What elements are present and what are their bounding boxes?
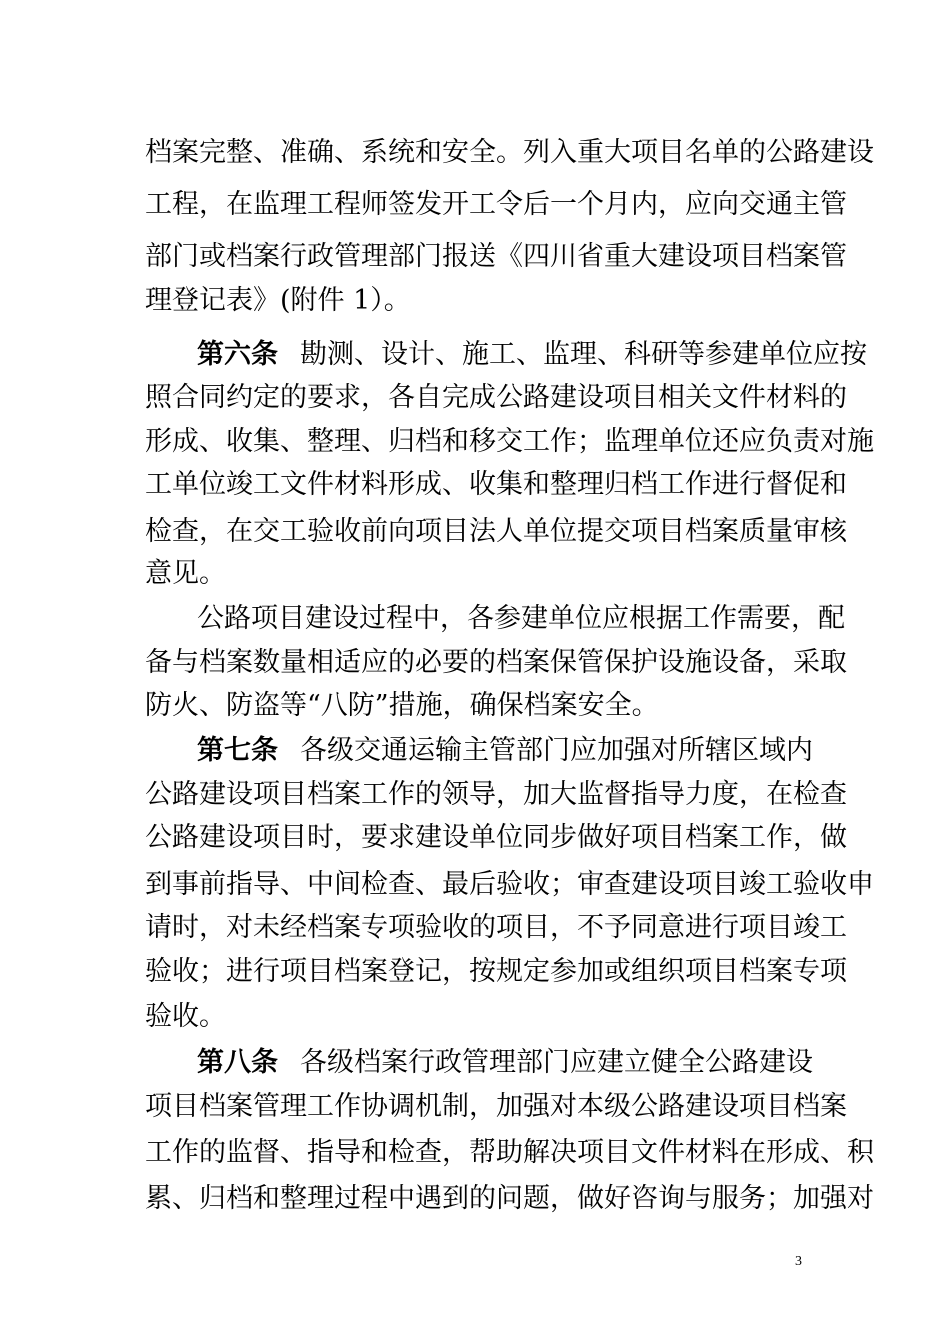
article-6-text: 勘测、设计、施工、监理、科研等参建单位应按 <box>300 339 867 370</box>
article-8-text: 各级档案行政管理部门应建立健全公路建设 <box>300 1047 813 1078</box>
paragraph-line: 请时，对未经档案专项验收的项目，不予同意进行项目竣工 <box>145 912 847 943</box>
paragraph-line: 工作的监督、指导和检查，帮助解决项目文件材料在形成、积 <box>145 1137 874 1168</box>
article-6-number: 第六条 <box>197 339 278 370</box>
paragraph-line: 理登记表》(附件 1）。 <box>145 285 411 316</box>
paragraph-line: 档案完整、准确、系统和安全。列入重大项目名单的公路建设 <box>145 137 874 168</box>
paragraph-line: 防火、防盗等“八防”措施，确保档案安全。 <box>145 690 659 721</box>
paragraph-line: 部门或档案行政管理部门报送《四川省重大建设项目档案管 <box>145 241 847 272</box>
paragraph-line: 工程，在监理工程师签发开工令后一个月内，应向交通主管 <box>145 189 847 220</box>
article-8-number: 第八条 <box>197 1047 278 1078</box>
paragraph-line: 意见。 <box>145 558 226 589</box>
paragraph-line: 累、归档和整理过程中遇到的问题，做好咨询与服务；加强对 <box>145 1183 874 1214</box>
article-7-text: 各级交通运输主管部门应加强对所辖区域内 <box>300 735 813 766</box>
paragraph-line: 公路建设项目档案工作的领导，加大监督指导力度，在检查 <box>145 779 847 810</box>
paragraph-line: 到事前指导、中间检查、最后验收；审查建设项目竣工验收申 <box>145 869 874 900</box>
paragraph-line: 检查，在交工验收前向项目法人单位提交项目档案质量审核 <box>145 516 847 547</box>
paragraph-line: 公路建设项目时，要求建设单位同步做好项目档案工作，做 <box>145 822 847 853</box>
paragraph-line: 验收。 <box>145 1001 226 1032</box>
paragraph-line: 工单位竣工文件材料形成、收集和整理归档工作进行督促和 <box>145 469 847 500</box>
paragraph-line: 公路项目建设过程中，各参建单位应根据工作需要，配 <box>197 603 845 634</box>
paragraph-line: 项目档案管理工作协调机制，加强对本级公路建设项目档案 <box>145 1091 847 1122</box>
paragraph-line: 验收；进行项目档案登记，按规定参加或组织项目档案专项 <box>145 956 847 987</box>
paragraph-line: 照合同约定的要求，各自完成公路建设项目相关文件材料的 <box>145 382 847 413</box>
article-7-number: 第七条 <box>197 735 278 766</box>
paragraph-line: 备与档案数量相适应的必要的档案保管保护设施设备，采取 <box>145 647 847 678</box>
paragraph-line: 形成、收集、整理、归档和移交工作；监理单位还应负责对施 <box>145 426 874 457</box>
page-number: 3 <box>795 1254 802 1269</box>
